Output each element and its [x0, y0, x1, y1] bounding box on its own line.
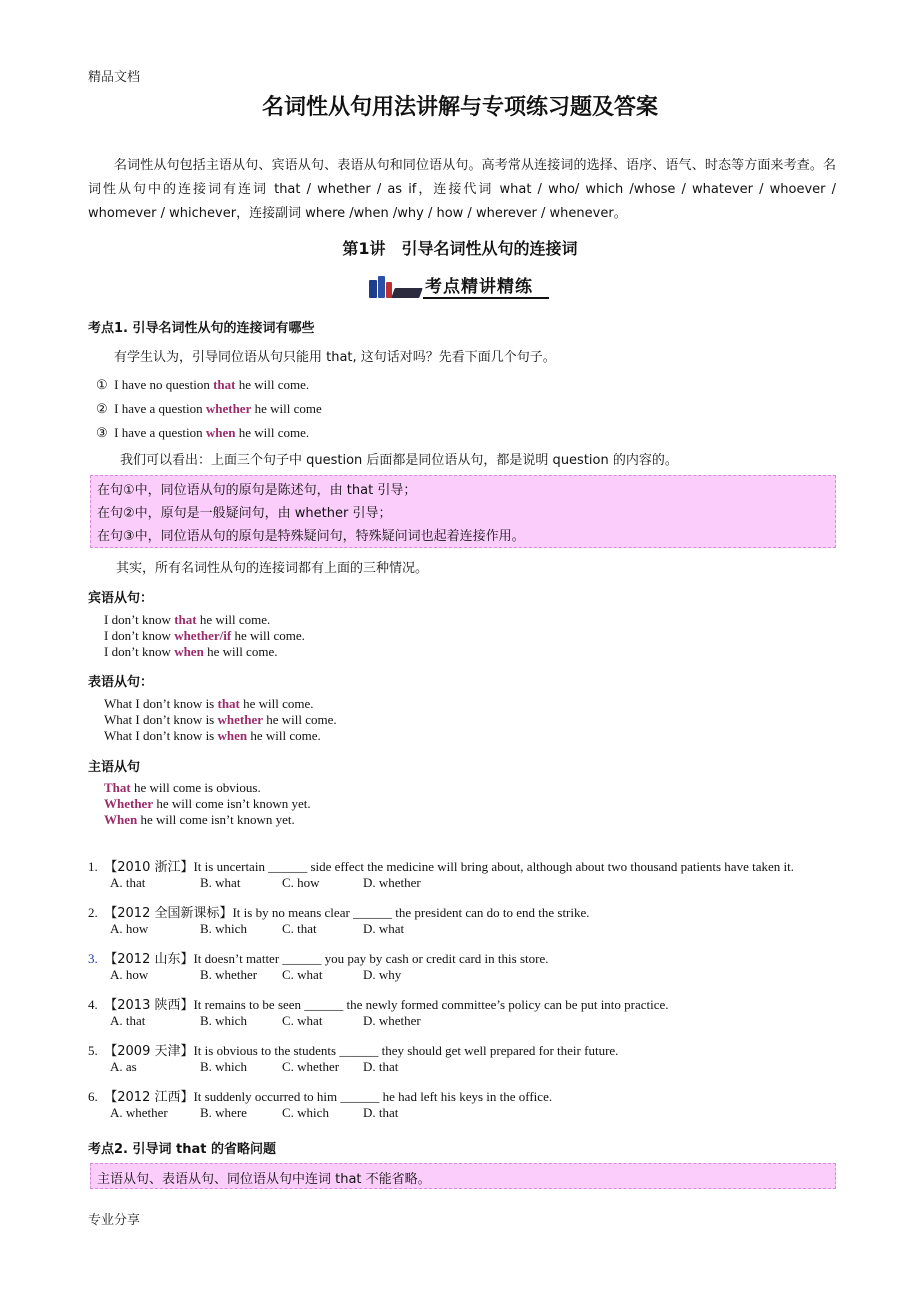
option-d: D. what: [363, 921, 405, 936]
banner-text: 考点精讲精练: [425, 277, 533, 297]
document-title: 名词性从句用法讲解与专项练习题及答案: [261, 95, 658, 120]
subject-clause-line: Whether he will come isn’t known yet.: [104, 796, 311, 811]
kaodian2-title: 考点2. 引导词 that 的省略问题: [88, 1142, 277, 1157]
option-a: A. that: [110, 1013, 146, 1028]
question-2: 2. 【2012 全国新课标】It is by no means clear ______ the president can do to end the strike. A. how B. which C. that D. what: [88, 905, 590, 936]
option-d: D. why: [363, 967, 402, 982]
section-banner: [369, 272, 551, 300]
option-d: D. whether: [363, 875, 421, 890]
option-d: D. that: [363, 1105, 399, 1120]
option-c: C. how: [282, 875, 320, 890]
option-d: D. that: [363, 1059, 399, 1074]
box-line-3: 在句③中，同位语从句的原句是特殊疑问句，特殊疑问词也起着连接作用。: [97, 529, 525, 544]
observation-text: 我们可以看出：上面三个句子中 question 后面都是同位语从句，都是说明 question 的内容的。: [120, 453, 678, 468]
option-a: A. whether: [110, 1105, 168, 1120]
summary-text: 其实，所有名词性从句的连接词都有上面的三种情况。: [116, 561, 429, 576]
object-clause-heading: 宾语从句：: [88, 591, 154, 606]
option-a: A. as: [110, 1059, 137, 1074]
option-d: D. whether: [363, 1013, 421, 1028]
example-2: ② I have a question whether he will come: [96, 401, 322, 416]
example-1: ① I have no question that he will come.: [96, 377, 310, 392]
option-c: C. what: [282, 967, 323, 982]
option-b: B. which: [200, 921, 247, 936]
question-6: 6. 【2012 江西】It suddenly occurred to him ______ he had left his keys in the office. A. whether B. where C. which D. that: [88, 1089, 553, 1120]
highlight-box: [90, 475, 836, 548]
option-b: B. what: [200, 875, 241, 890]
option-c: C. that: [282, 921, 317, 936]
question-5: 5. 【2009 天津】It is obvious to the students ______ they should get well prepared for their future. A. as B. which C. whether D. that: [88, 1043, 619, 1074]
banner-underline: [423, 297, 549, 299]
option-a: A. that: [110, 875, 146, 890]
subject-clause-heading: 主语从句: [88, 760, 141, 775]
subject-clause-line: When he will come isn’t known yet.: [104, 812, 295, 827]
option-c: C. whether: [282, 1059, 340, 1074]
predicative-clause-line: What I don’t know is whether he will come.: [104, 712, 337, 727]
kaodian2-box: [90, 1163, 836, 1189]
books-icon: [369, 276, 421, 298]
option-b: B. whether: [200, 967, 258, 982]
option-c: C. which: [282, 1105, 329, 1120]
kaodian1-title: 考点1. 引导名词性从句的连接词有哪些: [88, 321, 315, 336]
object-clause-line: I don’t know whether/if he will come.: [104, 628, 305, 643]
question-1: 1. 【2010 浙江】It is uncertain ______ side effect the medicine will bring about, although about two thousand patients have taken it. A. that B. what C. how D. whether: [88, 859, 794, 890]
predicative-clause-line: What I don’t know is that he will come.: [104, 696, 314, 711]
predicative-clause-line: What I don’t know is when he will come.: [104, 728, 321, 743]
predicative-clause-heading: 表语从句：: [88, 675, 154, 690]
option-a: A. how: [110, 967, 149, 982]
question-4: 4. 【2013 陕西】It remains to be seen ______ the newly formed committee’s policy can be put into practice. A. that B. which C. what D. whether: [88, 997, 669, 1028]
intro-paragraph: 名词性从句包括主语从句、宾语从句、表语从句和同位语从句。高考常从连接词的选择、语序、语气、时态等方面来考查。名词性从句中的连接词有连词 that / whether / as if，连接代词 what / who/ which /whose / whatever / whoever / whomever / whichever，连接副词 where /when /why / how / wherever / whenever。: [88, 158, 836, 221]
option-c: C. what: [282, 1013, 323, 1028]
kaodian1-intro: 有学生认为，引导同位语从句只能用 that, 这句话对吗？先看下面几个句子。: [114, 350, 556, 365]
object-clause-line: I don’t know when he will come.: [104, 644, 278, 659]
kaodian2-box-text: 主语从句、表语从句、同位语从句中连词 that 不能省略。: [97, 1172, 431, 1187]
box-line-2: 在句②中，原句是一般疑问句，由 whether 引导；: [97, 506, 392, 521]
option-b: B. which: [200, 1059, 247, 1074]
option-a: A. how: [110, 921, 149, 936]
example-3: ③ I have a question when he will come.: [96, 425, 310, 440]
object-clause-line: I don’t know that he will come.: [104, 612, 271, 627]
subject-clause-line: That he will come is obvious.: [104, 780, 261, 795]
question-3: 3. 【2012 山东】It doesn’t matter ______ you pay by cash or credit card in this store. A. how B. whether C. what D. why: [88, 951, 549, 982]
option-b: B. which: [200, 1013, 247, 1028]
box-line-1: 在句①中，同位语从句的原句是陈述句，由 that 引导；: [97, 483, 417, 498]
lesson-title: 第1讲 引导名词性从句的连接词: [342, 239, 578, 258]
option-b: B. where: [200, 1105, 247, 1120]
page-footer: 专业分享: [88, 1213, 141, 1228]
page-header: 精品文档: [88, 70, 141, 85]
